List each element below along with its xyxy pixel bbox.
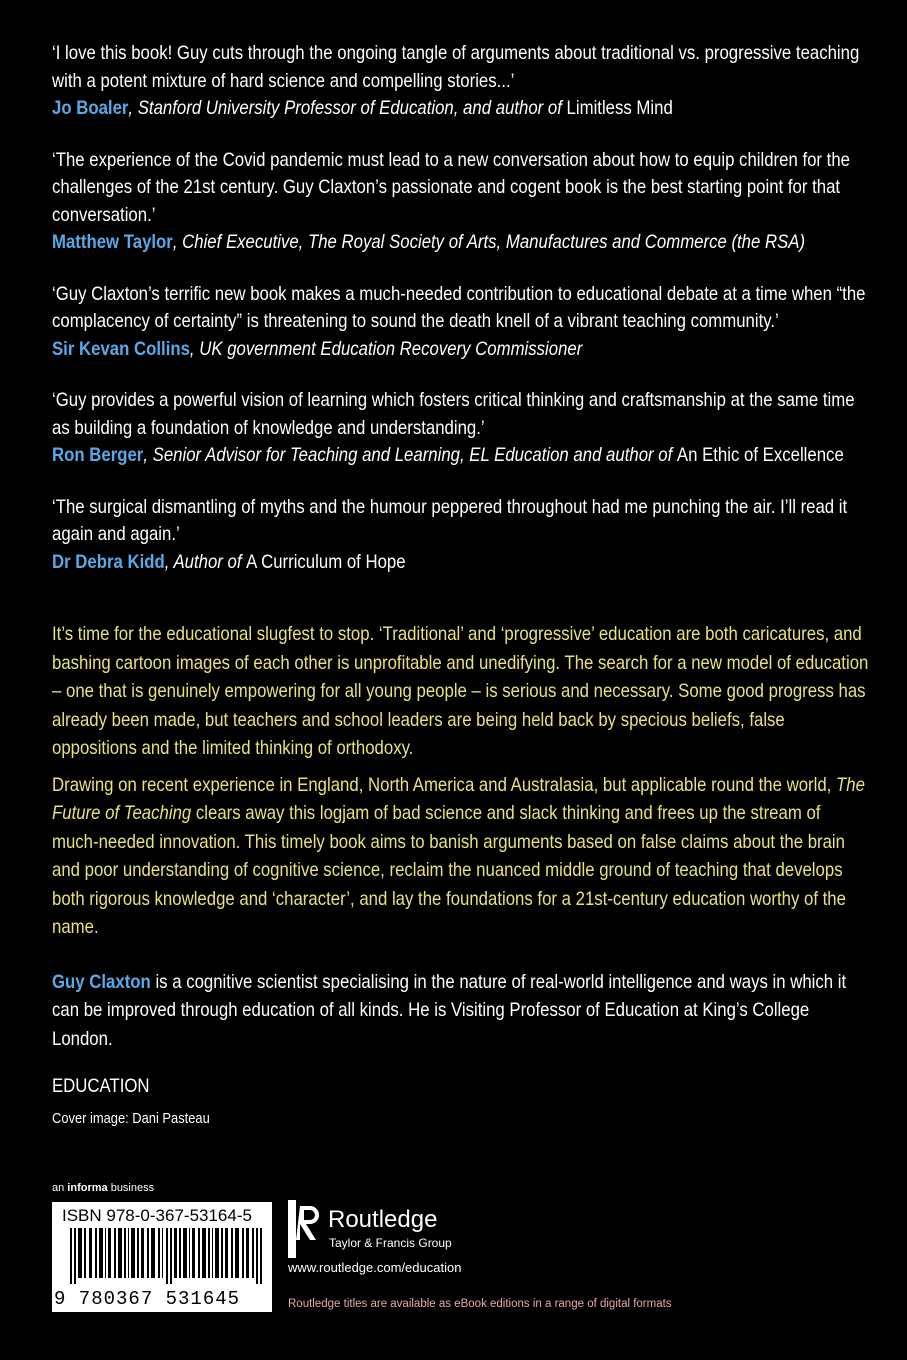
author-name: Guy Claxton	[52, 970, 151, 993]
endorser-name: Sir Kevan Collins	[52, 337, 190, 360]
endorsement	[52, 494, 872, 577]
endorsement-quote: ‘Guy provides a powerful vision of learning which fosters critical thinking and craftsmanship at the same time as building a foundation of knowledge and understanding.’	[52, 389, 855, 439]
publisher-group: Taylor & Francis Group	[329, 1236, 452, 1250]
back-cover-text	[52, 40, 872, 1127]
publisher-url: www.routledge.com/education	[288, 1260, 462, 1275]
endorser-name: Ron Berger	[52, 444, 144, 466]
endorsement-quote: ‘The experience of the Covid pandemic must lead to a new conversation about how to equip children for the challenges of the 21st century. Guy Claxton’s passionate and cogent book is the best starting point for that conversation.’	[52, 148, 850, 226]
endorser-name: Matthew Taylor	[52, 231, 173, 253]
isbn-text: ISBN 978-0-367-53164-5	[62, 1206, 252, 1225]
blurb-paragraph-1: It’s time for the educational slugfest to stop. ‘Traditional’ and ‘progressive’ education are both caricatures, and bashing cartoon images of each other is unprofitable and unedifying. The search for a new model of education – one that is genuinely empowering for all young people – is serious and necessary. Some good progress has already been made, but teachers and school leaders are being held back by specious beliefs, false oppositions and the limited thinking of orthodoxy.	[52, 623, 869, 759]
endorsement-quote: ‘I love this book! Guy cuts through the ongoing tangle of arguments about traditional vs. progressive teaching with a potent mixture of hard science and compelling stories...’	[52, 42, 860, 92]
endorsement	[52, 387, 872, 470]
endorser-role: , UK government Education Recovery Commissioner	[189, 337, 583, 360]
routledge-logo-icon	[288, 1200, 322, 1258]
endorsement-quote: ‘Guy Claxton’s terrific new book makes a much-needed contribution to educational debate at a time when “the complacency of certainty” is threatening to sound the death knell of a vibrant teaching community.’	[52, 282, 866, 332]
barcode-bars-icon	[70, 1228, 266, 1284]
endorser-work: A Curriculum of Hope	[246, 550, 406, 573]
book-blurb	[52, 620, 872, 942]
endorser-work: An Ethic of Excellence	[676, 444, 844, 466]
endorsements	[52, 40, 872, 576]
publisher-name: Routledge	[328, 1206, 438, 1233]
endorsement-quote: ‘The surgical dismantling of myths and the humour peppered throughout had me punching the air. I’ll read it again and again.’	[52, 495, 848, 545]
endorser-name: Dr Debra Kidd	[52, 550, 165, 573]
author-bio: Guy Claxton is a cognitive scientist specialising in the nature of real-world intelligence and ways in which it can be improved through education of all kinds. He is Visiting Professor of Education at King’s College London.	[52, 970, 847, 1050]
blurb-paragraph-2: Drawing on recent experience in England, North America and Australasia, but applicable round the world, The Future of Teaching clears away this logjam of bad science and slack thinking and frees up the stream of much-needed innovation. This timely book aims to banish arguments based on false claims about the brain and poor understanding of cognitive science, reclaim the nuanced middle ground of teaching that develops both rigorous knowledge and ‘character’, and lay the foundations for a 21st-century education worthy of the name.	[52, 773, 865, 938]
barcode	[52, 1202, 272, 1312]
endorser-work: Limitless Mind	[566, 97, 673, 119]
endorser-role: , Chief Executive, The Royal Society of Arts, Manufactures and Commerce (the RSA)	[172, 231, 806, 253]
endorsement	[52, 147, 872, 257]
barcode-digits: 9 780367 531645	[54, 1288, 241, 1310]
subject-category: EDUCATION	[52, 1075, 150, 1097]
endorser-name: Jo Boaler	[52, 97, 129, 119]
endorser-role: , Stanford University Professor of Education, and author of	[128, 97, 567, 119]
endorser-role: , Author of	[164, 550, 247, 573]
cover-credit: Cover image: Dani Pasteau	[52, 1110, 210, 1127]
endorsement	[52, 281, 872, 364]
endorser-role: , Senior Advisor for Teaching and Learning, EL Education and author of	[143, 444, 677, 466]
ebook-note: Routledge titles are available as eBook editions in a range of digital formats	[288, 1298, 672, 1310]
informa-line: an informa business	[52, 1182, 155, 1194]
book-title: The Future of Teaching	[52, 773, 865, 824]
endorsement	[52, 40, 872, 123]
